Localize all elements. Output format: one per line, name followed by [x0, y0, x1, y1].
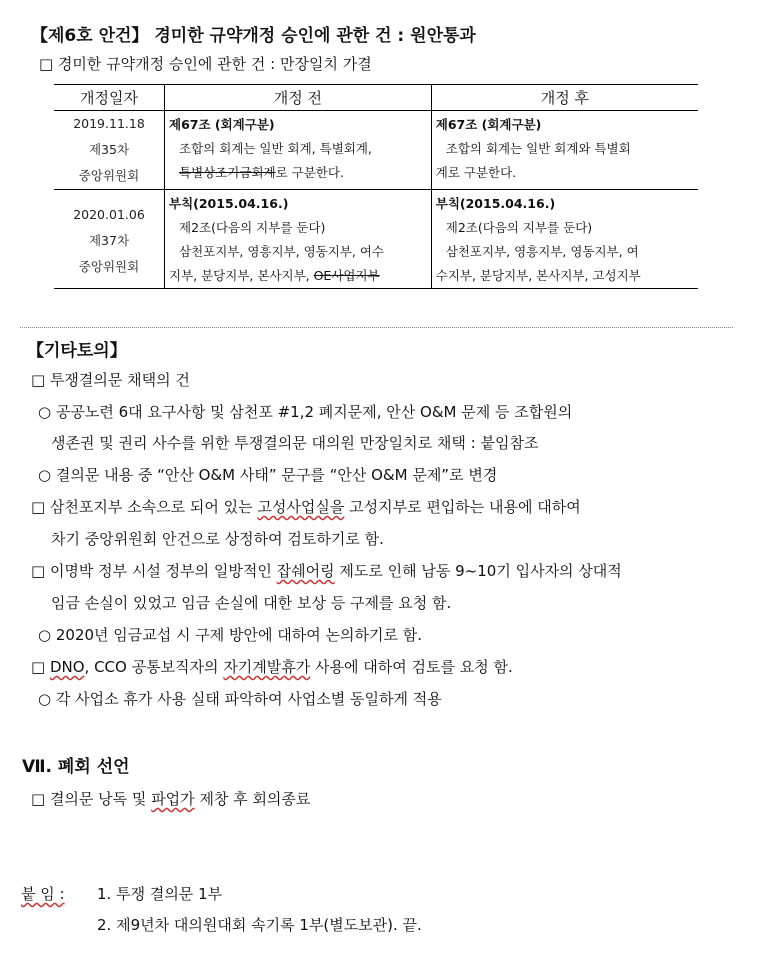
row1-date [54, 111, 165, 190]
other-item2 [31, 496, 581, 517]
other-item2-mark: 고성사업실을 [257, 498, 345, 516]
row2-after-line3: 수지부, 분당지부, 본사지부, 고성지부 [435, 268, 641, 283]
other-item1: □ 투쟁결의문 채택의 건 [31, 371, 190, 389]
row1-before-tail: 로 구분한다. [275, 165, 344, 180]
other-item4-mark1: DNO [49, 658, 85, 676]
row1-after [431, 111, 698, 190]
closing-item-mark: 파업가 [151, 790, 195, 808]
other-item1-sub1a: ○ 공공노련 6대 요구사항 및 삼천포 #1,2 폐지문제, 안산 O&M 문제 등 조합원의 [38, 403, 573, 421]
other-item4-post: 사용에 대하여 검토를 요청 함. [310, 658, 513, 676]
closing-item-pre: □ 결의문 낭독 및 [31, 790, 152, 808]
row1-before-title: 제67조 (회계구분) [169, 117, 275, 132]
other-item3-sub: ○ 2020년 임금교섭 시 구제 방안에 대하여 논의하기로 함. [38, 626, 422, 644]
other-item4-mark2: 자기계발휴가 [223, 658, 311, 676]
other-item3b: 임금 손실이 있었고 임금 손실에 대한 보상 등 구제를 요청 함. [51, 594, 452, 612]
header-before: 개정 전 [165, 85, 432, 111]
header-after: 개정 후 [431, 85, 698, 111]
revision-table [54, 84, 698, 289]
other-item4-mid: , CCO 공통보직자의 [84, 658, 224, 676]
other-item1-sub1b: 생존권 및 권리 사수를 위한 투쟁결의문 대의원 만장일치로 채택 : 붙임참조 [51, 434, 539, 452]
other-item3 [31, 560, 622, 581]
row2-after-line1: 제2조(다음의 지부를 둔다) [445, 220, 593, 235]
row1-committee: 중앙위원회 [78, 168, 140, 183]
table-row [54, 190, 698, 289]
row2-committee: 중앙위원회 [78, 259, 140, 274]
row1-before [165, 111, 432, 190]
other-item2b: 차기 중앙위원회 안건으로 상정하여 검토하기로 함. [51, 530, 384, 548]
row1-after-line2: 계로 구분한다. [435, 165, 517, 180]
closing-heading: Ⅶ. 폐회 선언 [22, 757, 130, 777]
row2-date-value: 2020.01.06 [73, 207, 145, 222]
row2-after-title: 부칙(2015.04.16.) [435, 196, 556, 211]
closing-item-post: 제창 후 회의종료 [194, 790, 311, 808]
row2-after-line2: 삼천포지부, 영흥지부, 영동지부, 여 [445, 244, 639, 259]
row1-date-value: 2019.11.18 [73, 116, 145, 131]
row1-before-strike: 특별상조기금회계 [179, 165, 276, 180]
row1-after-line1: 조합의 회계는 일반 회계와 특별회 [445, 141, 631, 156]
other-item2-pre: □ 삼천포지부 소속으로 되어 있는 [31, 498, 258, 516]
row2-date [54, 190, 165, 289]
other-item3-mark: 잡쉐어링 [276, 562, 335, 580]
table-header-row [54, 85, 698, 111]
other-item4 [31, 656, 513, 677]
other-item4-sub: ○ 각 사업소 휴가 사용 실태 파악하여 사업소별 동일하게 적용 [38, 690, 442, 708]
row1-after-title: 제67조 (회계구분) [435, 117, 542, 132]
row1-session: 제35차 [88, 142, 130, 157]
row2-after [431, 190, 698, 289]
other-item3-post: 제도로 인해 남동 9~10기 입사자의 상대적 [334, 562, 622, 580]
other-item3-pre: □ 이명박 정부 시설 정부의 일방적인 [31, 562, 277, 580]
agenda6-heading: 【제6호 안건】 경미한 규약개정 승인에 관한 건 : 원안통과 [31, 26, 476, 46]
row2-before-title: 부칙(2015.04.16.) [169, 196, 289, 211]
row2-before-line1: 제2조(다음의 지부를 둔다) [179, 220, 326, 235]
attach-item1: 1. 투쟁 결의문 1부 [97, 885, 223, 903]
section-divider [20, 327, 733, 328]
closing-item [31, 788, 310, 809]
other-item2-post: 고성지부로 편입하는 내용에 대하여 [344, 498, 581, 516]
row2-before-strike: OE사업지부 [313, 268, 380, 283]
row2-before [165, 190, 432, 289]
other-heading: 【기타토의】 [27, 341, 127, 361]
attach-label: 붙 임 : [21, 885, 65, 903]
row2-before-line3: 지부, 분당지부, 본사지부, [169, 268, 314, 283]
table-row [54, 111, 698, 190]
attach-item2: 2. 제9년차 대의원대회 속기록 1부(별도보관). 끝. [97, 916, 422, 934]
other-item1-sub2: ○ 결의문 내용 중 “안산 O&M 사태” 문구를 “안산 O&M 문제”로 변경 [38, 466, 498, 484]
row2-session: 제37차 [88, 233, 130, 248]
other-item4-pre: □ [31, 658, 50, 676]
agenda6-result: □ 경미한 규약개정 승인에 관한 건 : 만장일치 가결 [39, 55, 372, 73]
header-date: 개정일자 [54, 85, 165, 111]
row1-before-line1: 조합의 회계는 일반 회계, 특별회계, [179, 141, 372, 156]
row2-before-line2: 삼천포지부, 영흥지부, 영동지부, 여수 [179, 244, 384, 259]
